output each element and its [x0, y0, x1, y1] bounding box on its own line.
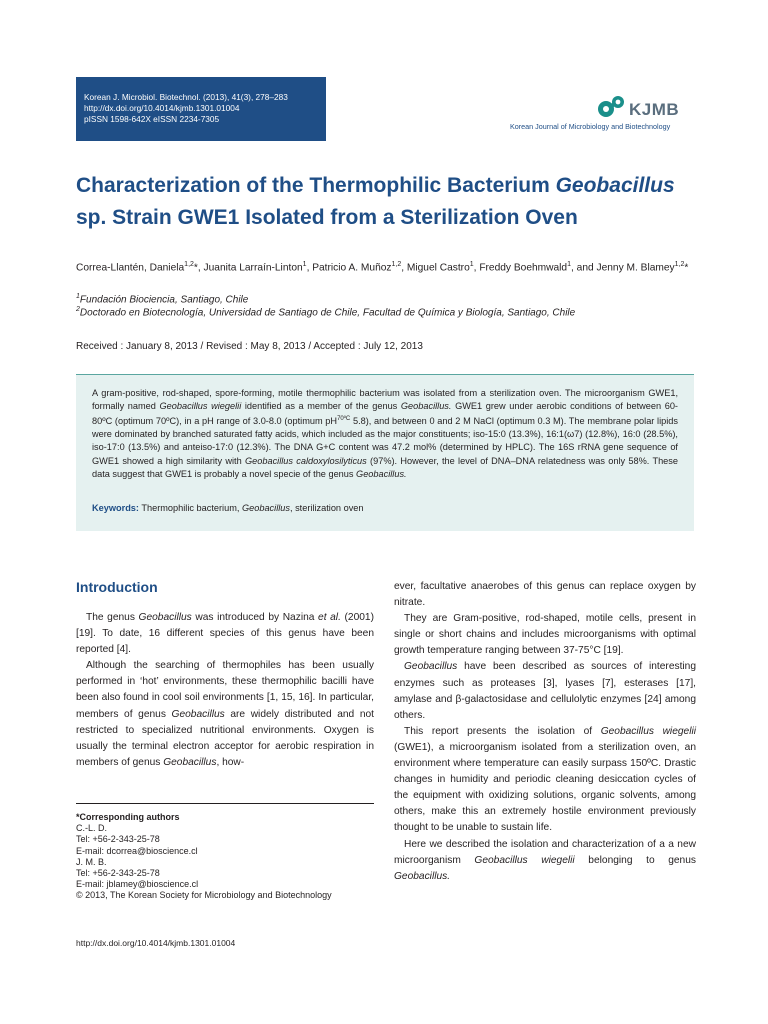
abstract-box [76, 374, 694, 531]
keywords-label: Keywords: [92, 503, 139, 513]
doi-link[interactable]: http://dx.doi.org/10.4014/kjmb.1301.01004 [84, 103, 240, 113]
introduction-heading: Introduction [76, 579, 158, 595]
paragraph: The genus Geobacillus was introduced by Nazina et al. (2001) [19]. To date, 16 different species of this genus have been reported [4]. [76, 612, 374, 656]
footnote-line: Tel: +56-2-343-25-78 [76, 834, 160, 845]
footnote-email[interactable]: E-mail: jblamey@bioscience.cl [76, 879, 199, 890]
corresponding-authors-footnote [76, 812, 332, 902]
paragraph: ever, facultative anaerobes of this genus can replace oxygen by nitrate. [394, 581, 696, 609]
paragraph: Here we described the isolation and characterization of a a new microorganism Geobacillus wiegelii belonging to genus Geobacillus. [394, 838, 696, 882]
footnote-divider [76, 803, 374, 804]
footnote-line: C.-L. D. [76, 823, 108, 834]
footnote-line: Tel: +56-2-343-25-78 [76, 868, 160, 879]
paragraph: Geobacillus have been described as sources of interesting enzymes such as proteases [3], lyases [7], esterases [17], amylase and β-galactosidase and cellulolytic enzymes [24] among others. [394, 661, 696, 721]
copyright-line: © 2013, The Korean Society for Microbiology and Biotechnology [76, 890, 332, 901]
affiliation-2: $^2$Doctorado en Biotecnología, Universidad de Santiago de Chile, Facultad de Química y Biología, Santiago, Chile [76, 306, 576, 319]
affiliation-1: $^1$Fundación Biociencia, Santiago, Chile [76, 293, 249, 306]
paragraph: Although the searching of thermophiles has been usually performed in ‘hot’ environments, these thermophilic bacilli have been also found in cool soil environments [1, 15, 16]. In particular, members of genus Geobacillus are widely distributed and not restricted to specialized nutritional environments. Oxygen is usually the terminal electron acceptor for aerobic respiration in members of genus Geobacillus, how- [76, 660, 374, 768]
left-column [76, 610, 374, 771]
right-column [394, 579, 696, 885]
issn-line: pISSN 1598-642X eISSN 2234-7305 [84, 114, 220, 124]
kjmb-logo-icon [596, 93, 630, 119]
footer-doi-link[interactable]: http://dx.doi.org/10.4014/kjmb.1301.01004 [76, 938, 236, 948]
journal-citation: Korean J. Microbiol. Biotechnol. (2013), 41(3), 278–283 [84, 92, 288, 102]
article-title: Characterization of the Thermophilic Bacterium Geobacillus sp. Strain GWE1 Isolated from a Sterilization Oven [76, 174, 675, 229]
received-dates: Received : January 8, 2013 / Revised : May 8, 2013 / Accepted : July 12, 2013 [76, 341, 423, 352]
keywords: Keywords: Thermophilic bacterium, Geobacillus, sterilization oven [92, 503, 364, 513]
journal-header-box [76, 77, 326, 141]
journal-full-name: Korean Journal of Microbiology and Biotechnology [510, 122, 671, 131]
author-list: Correa-Llantén, Daniela$^{1,2}$*, Juanita Larraín-Linton$^1$, Patricio A. Muñoz$^{1,2}$, Miguel Castro$^1$, Freddy Boehmwald$^1$, and Jenny M. Blamey$^{1,2}$* [76, 261, 689, 274]
kjmb-logo-text: KJMB [629, 100, 680, 119]
paragraph: This report presents the isolation of Geobacillus wiegelii (GWE1), a microorganism isolated from a sterilization oven, an environment where temperature can easily surpass 150ºC. Drastic changes in humidity and periodic cleaning desiccation cycles of the equipment with oxidizing solutions, organic solvents, among others, make this an extremely hostile environment previously thought to be unable to sustain life. [394, 725, 696, 834]
abstract-text: A gram-positive, rod-shaped, spore-forming, motile thermophilic bacterium was isolated from a sterilization oven. The microorganism GWE1, formally named Geobacillus wiegelii identified as a member of the genus Geobacillus. GWE1 grew under aerobic conditions of between 60-80ºC (optimum 70ºC), in a pH range of 3.0-8.0 (optimum $pH^{70ºC}$ 5.8), and between 0 and 2 M NaCl (optimum 0.3 M). The membrane polar lipids were dominated by branched saturated fatty acids, which included as the major constituents; iso-15:0 (13.3%), 16:1(ω7) (12.8%), 16:0 (28.5%), iso-17:0 (13.5%) and anteiso-17:0 (12.3%). The DNA G+C content was 47.2 mol% (determined by HPLC). The 16S rRNA gene sequence of GWE1 showed a high similarity with Geobacillus caldoxylosilyticus (97%). However, the level of DNA–DNA relatedness was only 58%. These data suggest that GWE1 is probably a novel specie of the genus Geobacillus. [92, 388, 678, 479]
footnote-heading: *Corresponding authors [76, 812, 180, 822]
paragraph: They are Gram-positive, rod-shaped, motile cells, present in single or short chains and includes microorganisms with optimal growth temperature ranging between 37-75°C [19]. [394, 613, 696, 657]
footnote-email[interactable]: E-mail: dcorrea@bioscience.cl [76, 845, 198, 856]
footnote-line: J. M. B. [76, 856, 107, 867]
